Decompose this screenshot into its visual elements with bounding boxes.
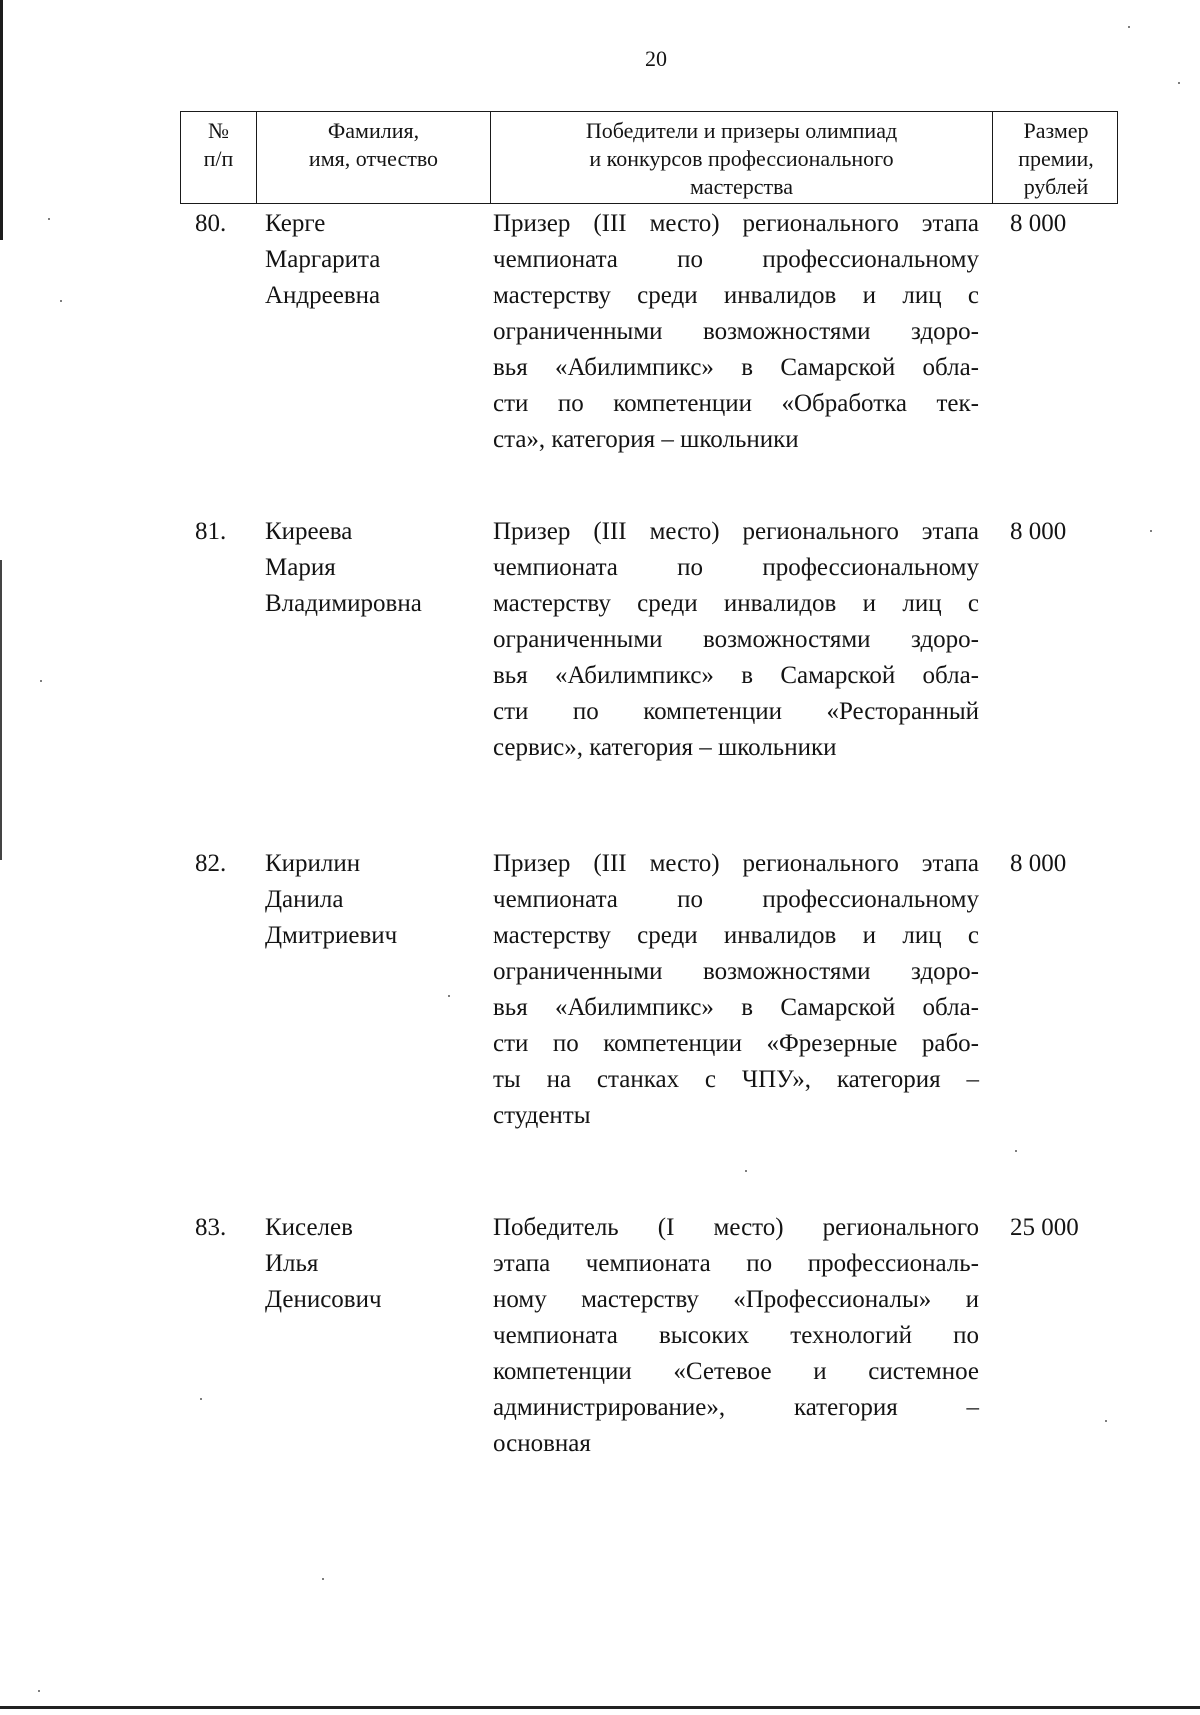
header-line: мастерства — [690, 174, 793, 199]
award-amount: 8 000 — [1010, 210, 1067, 237]
scan-speck — [60, 300, 62, 302]
scan-speck — [1150, 530, 1152, 532]
person-name — [265, 206, 485, 314]
name-line: Илья — [265, 1250, 319, 1277]
desc-line: вья «Абилимпикс» в Самарской обла- — [493, 994, 979, 1021]
scan-speck — [1128, 26, 1130, 28]
scan-speck — [40, 680, 42, 682]
header-line: имя, отчество — [308, 146, 439, 171]
desc-line: этапа чемпионата по профессиональ- — [493, 1250, 979, 1277]
desc-line: сти по компетенции «Обработка тек- — [493, 390, 979, 417]
header-cell-name — [256, 112, 490, 203]
desc-line: вья «Абилимпикс» в Самарской обла- — [493, 662, 979, 689]
desc-line: чемпионата по профессиональному — [493, 246, 979, 273]
row-number: 80. — [195, 210, 227, 237]
name-line: Кирилин — [265, 850, 361, 877]
desc-line: администрирование», категория – — [493, 1394, 979, 1421]
person-name — [265, 846, 485, 954]
scan-edge — [0, 0, 3, 240]
name-line: Денисович — [265, 1286, 382, 1313]
scan-speck — [38, 1690, 40, 1692]
desc-line: ты на станках с ЧПУ», категория – — [493, 1066, 979, 1093]
name-line: Маргарита — [265, 246, 381, 273]
name-line: Мария — [265, 554, 336, 581]
desc-line: Призер (III место) регионального этапа — [493, 210, 979, 237]
scan-edge — [0, 560, 2, 860]
desc-line: мастерству среди инвалидов и лиц с — [493, 922, 979, 949]
award-description — [493, 514, 979, 766]
desc-line: чемпионата высоких технологий по — [493, 1322, 979, 1349]
scan-edge — [0, 1706, 1200, 1709]
award-amount: 8 000 — [1010, 518, 1067, 545]
desc-line: мастерству среди инвалидов и лиц с — [493, 590, 979, 617]
desc-line: компетенции «Сетевое и системное — [493, 1358, 979, 1385]
table-header — [180, 111, 1118, 204]
desc-line: Призер (III место) регионального этапа — [493, 518, 979, 545]
award-amount: 25 000 — [1010, 1214, 1079, 1241]
desc-line: Победитель (I место) регионального — [493, 1214, 979, 1241]
desc-line: сервис», категория – школьники — [493, 734, 837, 761]
name-line: Киреева — [265, 518, 353, 545]
scan-speck — [322, 1578, 324, 1580]
name-line: Андреевна — [265, 282, 381, 309]
scan-speck — [48, 218, 50, 220]
header-line: Размер — [1023, 118, 1089, 143]
desc-line: чемпионата по профессиональному — [493, 886, 979, 913]
name-line: Дмитриевич — [265, 922, 398, 949]
name-line: Киселев — [265, 1214, 353, 1241]
header-line: Фамилия, — [327, 118, 420, 143]
award-description — [493, 206, 979, 458]
scan-speck — [1015, 1150, 1017, 1152]
row-number: 81. — [195, 518, 227, 545]
row-number: 82. — [195, 850, 227, 877]
desc-line: ста», категория – школьники — [493, 426, 799, 453]
row-number: 83. — [195, 1214, 227, 1241]
scan-speck — [1105, 1420, 1107, 1422]
name-line: Керге — [265, 210, 326, 237]
header-cell-amount — [992, 112, 1119, 203]
desc-line: Призер (III место) регионального этапа — [493, 850, 979, 877]
desc-line: вья «Абилимпикс» в Самарской обла- — [493, 354, 979, 381]
award-description — [493, 846, 979, 1134]
award-description — [493, 1210, 979, 1462]
name-line: Данила — [265, 886, 344, 913]
desc-line: студенты — [493, 1102, 591, 1129]
header-line: и конкурсов профессионального — [589, 146, 894, 171]
desc-line: ограниченными возможностями здоро- — [493, 958, 979, 985]
desc-line: мастерству среди инвалидов и лиц с — [493, 282, 979, 309]
page-number: 20 — [645, 46, 667, 71]
desc-line: чемпионата по профессиональному — [493, 554, 979, 581]
desc-line: ограниченными возможностями здоро- — [493, 318, 979, 345]
person-name — [265, 1210, 485, 1318]
header-cell-description — [490, 112, 992, 203]
person-name — [265, 514, 485, 622]
award-amount: 8 000 — [1010, 850, 1067, 877]
scan-speck — [448, 995, 450, 997]
desc-line: сти по компетенции «Фрезерные рабо- — [493, 1030, 979, 1057]
desc-line: сти по компетенции «Ресторанный — [493, 698, 979, 725]
scan-speck — [745, 1170, 747, 1172]
header-line: № — [208, 118, 229, 143]
header-line: п/п — [203, 146, 234, 171]
desc-line: ограниченными возможностями здоро- — [493, 626, 979, 653]
header-line: рублей — [1023, 174, 1089, 199]
desc-line: основная — [493, 1430, 591, 1457]
header-line: Победители и призеры олимпиад — [585, 118, 898, 143]
scan-speck — [200, 1398, 202, 1400]
scan-speck — [1178, 82, 1180, 84]
header-line: премии, — [1018, 146, 1094, 171]
header-cell-number — [181, 112, 256, 203]
desc-line: ному мастерству «Профессионалы» и — [493, 1286, 979, 1313]
name-line: Владимировна — [265, 590, 422, 617]
